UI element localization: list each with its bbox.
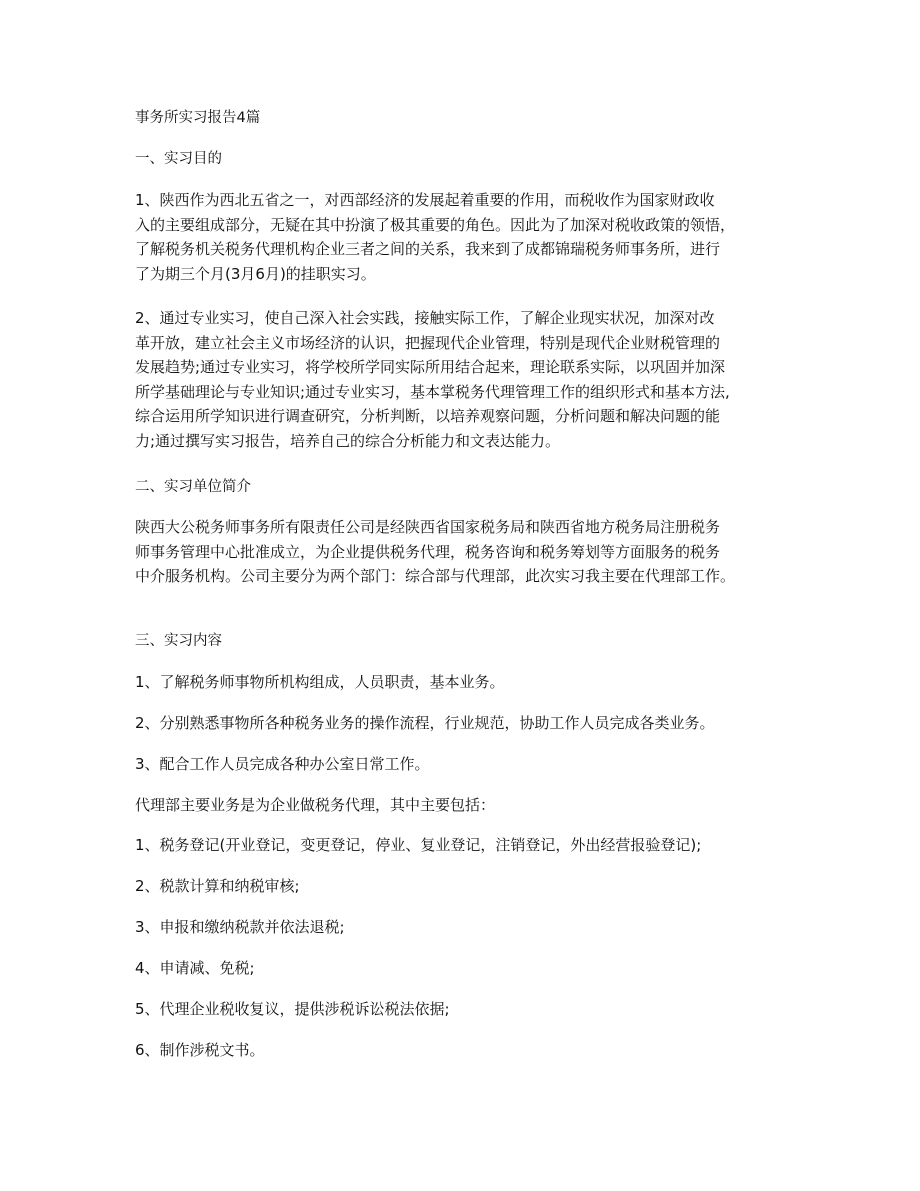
agency-item-1: 1、税务登记(开业登记，变更登记，停业、复业登记，注销登记，外出经营报验登记); [135,836,702,854]
section-heading-purpose: 一、实习目的 [135,151,222,167]
agency-item-6: 6、制作涉税文书。 [135,1041,265,1059]
document-title: 事务所实习报告4篇 [135,110,261,126]
content-item-1: 1、了解税务师事物所机构组成，人员职责，基本业务。 [135,673,505,691]
agency-item-4: 4、申请减、免税; [135,959,255,977]
agency-item-3: 3、申报和缴纳税款并依法退税; [135,918,345,936]
content-item-3: 3、配合工作人员完成各种办公室日常工作。 [135,755,430,773]
section-heading-content: 三、实习内容 [135,633,222,649]
section-heading-company: 二、实习单位简介 [135,479,251,495]
purpose-paragraph-2: 2、通过专业实习，使自己深入社会实践，接触实际工作，了解企业现实状况，加深对改 革开放，建立社会主义市场经济的认识，把握现代企业管理，特别是现代企业财税管理的 发展趋势;通过专业实习，将学校所学同实际所用结合起来，理论联系实际，以巩固并加深 所学基础理论与专业知识;通过专业实习，基本掌税务代理管理工作的组织形式和基本方法, 综合运用所学知识进行调查研究，分析判断，以培养观察问题，分析问题和解决问题的能 力;通过撰写实习报告，培养自己的综合分析能力和文表达能力。 [135,309,730,450]
company-paragraph: 陕西大公税务师事务所有限责任公司是经陕西省国家税务局和陕西省地方税务局注册税务 师事务管理中心批准成立，为企业提供税务代理，税务咨询和税务筹划等方面服务的税务 中介服务机构。公司主要分为两个部门：综合部与代理部，此次实习我主要在代理部工作。 [135,518,736,585]
agency-item-2: 2、税款计算和纳税审核; [135,877,300,895]
agency-item-5: 5、代理企业税收复议，提供涉税诉讼税法依据; [135,1000,450,1018]
agency-intro: 代理部主要业务是为企业做税务代理，其中主要包括： [135,796,496,814]
purpose-paragraph-1: 1、陕西作为西北五省之一，对西部经济的发展起着重要的作用，而税收作为国家财政收 入的主要组成部分，无疑在其中扮演了极其重要的角色。因此为了加深对税收政策的领悟， 了解税务机关税务代理机构企业三者之间的关系，我来到了成都锦瑞税务师事务所，进行 了为期三个月(3月6月)的挂职实习。 [135,191,736,283]
content-item-2: 2、分别熟悉事物所各种税务业务的操作流程，行业规范，协助工作人员完成各类业务。 [135,714,715,732]
